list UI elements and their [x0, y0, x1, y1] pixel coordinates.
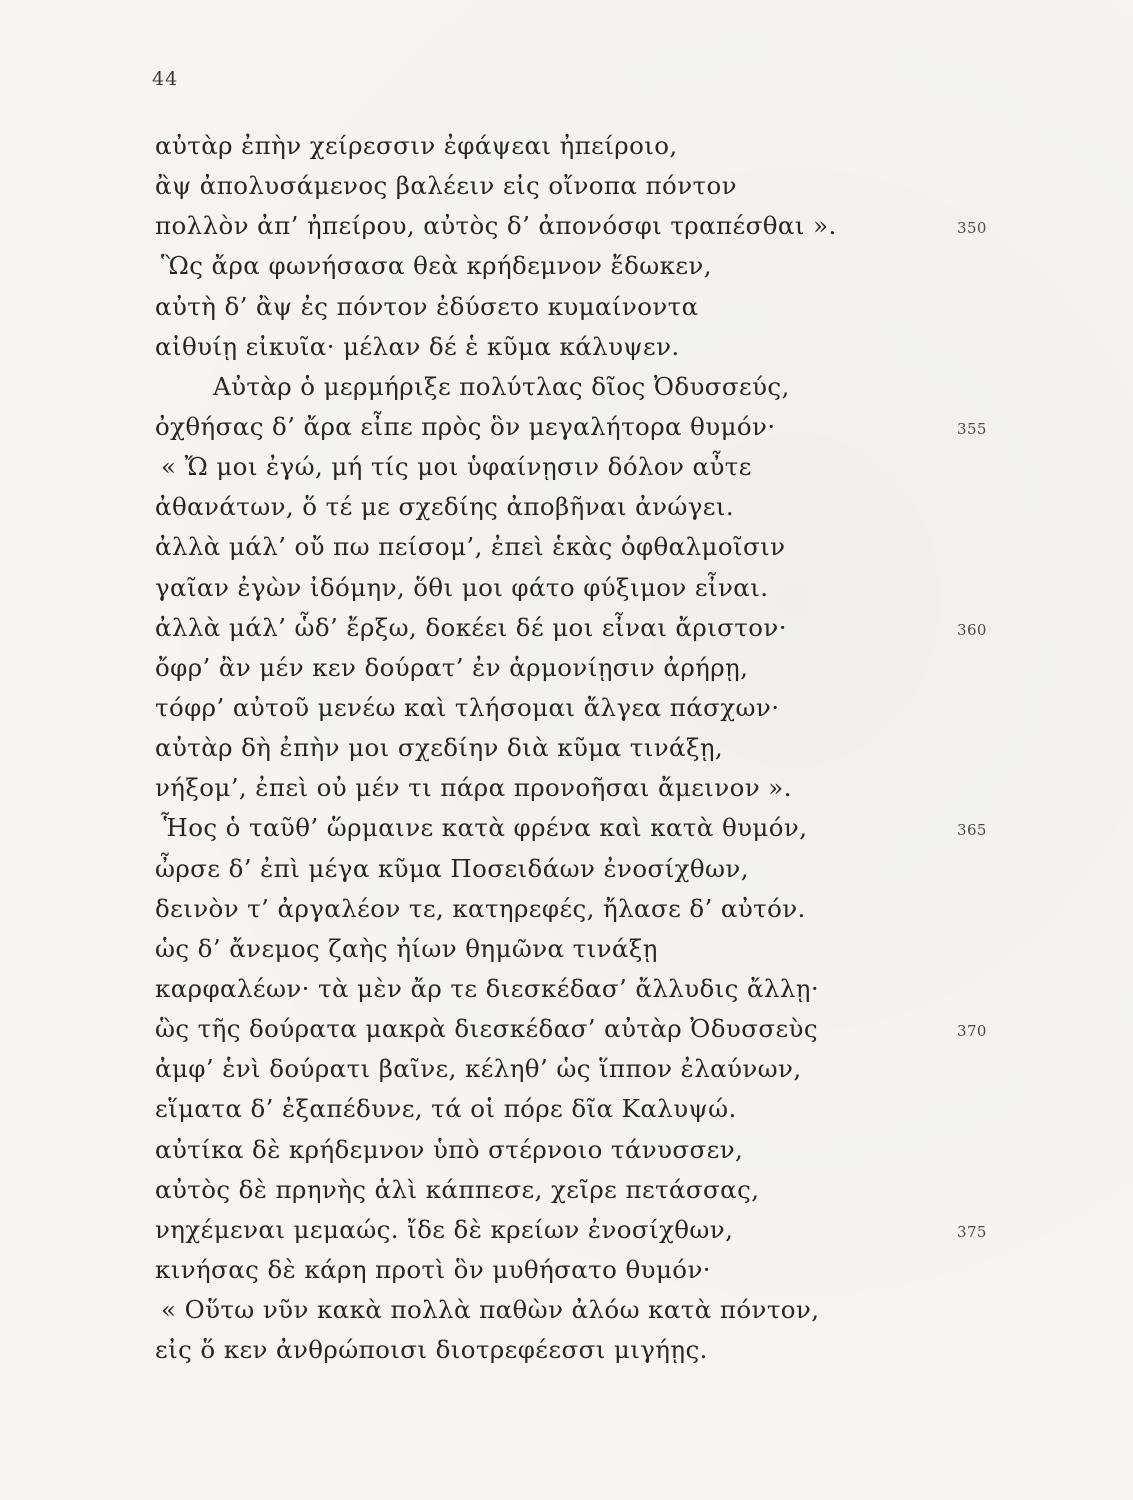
verse-line: [155, 648, 985, 688]
page-number: 44: [152, 68, 179, 90]
verse-text: ὦρσε δ’ ἐπὶ μέγα κῦμα Ποσειδάων ἐνοσίχθων,: [155, 853, 749, 883]
verse-text: Ἧος ὁ ταῦθ’ ὥρμαινε κατὰ φρένα καὶ κατὰ θυμόν,: [161, 813, 808, 843]
verse-text: νήξομ’, ἐπεὶ οὐ μέν τι πάρα προνοῆσαι ἄμεινον ».: [155, 773, 792, 803]
verse-text: κινήσας δὲ κάρη προτὶ ὃν μυθήσατο θυμόν·: [155, 1254, 711, 1284]
line-number: 370: [957, 1022, 987, 1041]
verse-line: [155, 407, 985, 447]
verse-line: [155, 688, 985, 728]
verse-text: ὄφρ’ ἂν μέν κεν δούρατ’ ἐν ἁρμονίῃσιν ἀρήρῃ,: [155, 652, 749, 682]
line-number: 365: [957, 821, 987, 840]
verse-line: [155, 246, 985, 286]
verse-text: αὐτὴ δ’ ἂψ ἐς πόντον ἐδύσετο κυμαίνοντα: [155, 291, 699, 321]
verse-text: εἰς ὅ κεν ἀνθρώποισι διοτρεφέεσσι μιγήῃς.: [155, 1335, 708, 1365]
verse-line: [155, 1009, 985, 1049]
verse-line: [155, 969, 985, 1009]
verse-line: [155, 1049, 985, 1089]
line-number: 375: [957, 1222, 987, 1241]
verse-text: ἂψ ἀπολυσάμενος βαλέειν εἰς οἴνοπα πόντον: [155, 171, 737, 201]
verse-text: Αὐτὰρ ὁ μερμήριξε πολύτλας δῖος Ὀδυσσεύς,: [213, 371, 790, 401]
verse-line: [155, 929, 985, 969]
line-number: 360: [957, 620, 987, 639]
verse-line: [155, 166, 985, 206]
verse-line: [155, 889, 985, 929]
verse-line: [155, 1089, 985, 1129]
verse-line: [155, 1330, 985, 1370]
verse-line: [155, 1130, 985, 1170]
verse-line: [155, 447, 985, 487]
verse-line: [155, 1170, 985, 1210]
verse-line: [155, 768, 985, 808]
verse-line: [155, 608, 985, 648]
verse-list: [155, 126, 985, 1370]
verse-text: γαῖαν ἐγὼν ἰδόμην, ὅθι μοι φάτο φύξιμον εἶναι.: [155, 572, 769, 602]
verse-text: αἰθυίῃ εἰκυῖα· μέλαν δέ ἑ κῦμα κάλυψεν.: [155, 331, 680, 361]
verse-text: αὐτὰρ δὴ ἐπὴν μοι σχεδίην διὰ κῦμα τινάξῃ,: [155, 733, 724, 763]
verse-text: « Ὤ μοι ἐγώ, μή τίς μοι ὑφαίνῃσιν δόλον αὖτε: [161, 452, 752, 482]
verse-line: [155, 327, 985, 367]
verse-text: ὡς δ’ ἄνεμος ζαὴς ἠίων θημῶνα τινάξῃ: [155, 933, 658, 963]
verse-line: [155, 849, 985, 889]
verse-line: [155, 1210, 985, 1250]
verse-text: αὐτὰρ ἐπὴν χείρεσσιν ἐφάψεαι ἠπείροιο,: [155, 131, 678, 160]
verse-line: [155, 728, 985, 768]
verse-line: [155, 126, 985, 166]
verse-text: ὣς τῆς δούρατα μακρὰ διεσκέδασ’ αὐτὰρ Ὀδυσσεὺς: [155, 1014, 818, 1044]
verse-line: [155, 527, 985, 567]
verse-text: « Οὕτω νῦν κακὰ πολλὰ παθὼν ἀλόω κατὰ πόντον,: [161, 1295, 820, 1325]
verse-line: [155, 808, 985, 848]
verse-text: ἀλλὰ μάλ’ ὧδ’ ἔρξω, δοκέει δέ μοι εἶναι ἄριστον·: [155, 612, 787, 642]
verse-line: [155, 367, 985, 407]
verse-text: ἀλλὰ μάλ’ οὔ πω πείσομ’, ἐπεὶ ἑκὰς ὀφθαλμοῖσιν: [155, 532, 786, 562]
verse-line: [155, 568, 985, 608]
verse-text: αὐτίκα δὲ κρήδεμνον ὑπὸ στέρνοιο τάνυσσεν,: [155, 1134, 744, 1164]
verse-text: ὀχθήσας δ’ ἄρα εἶπε πρὸς ὃν μεγαλήτορα θυμόν·: [155, 411, 776, 441]
verse-line: [155, 1250, 985, 1290]
verse-text: Ὣς ἄρα φωνήσασα θεὰ κρήδεμνον ἔδωκεν,: [161, 251, 712, 281]
verse-text: καρφαλέων· τὰ μὲν ἄρ τε διεσκέδασ’ ἄλλυδις ἄλλῃ·: [155, 973, 820, 1003]
verse-text: ἀθανάτων, ὅ τέ με σχεδίης ἀποβῆναι ἀνώγει.: [155, 492, 735, 522]
verse-line: [155, 287, 985, 327]
verse-text: νηχέμεναι μεμαώς. ἴδε δὲ κρείων ἐνοσίχθων,: [155, 1214, 734, 1244]
line-number: 355: [957, 419, 987, 438]
verse-line: [155, 1290, 985, 1330]
verse-line: [155, 206, 985, 246]
verse-text: δεινὸν τ’ ἀργαλέον τε, κατηρεφές, ἤλασε δ’ αὐτόν.: [155, 893, 806, 923]
verse-text: εἵματα δ’ ἐξαπέδυνε, τά οἱ πόρε δῖα Καλυψώ.: [155, 1094, 737, 1124]
verse-text: ἀμφ’ ἑνὶ δούρατι βαῖνε, κέληθ’ ὡς ἵππον ἐλαύνων,: [155, 1054, 802, 1084]
verse-text: πολλὸν ἀπ’ ἠπείρου, αὐτὸς δ’ ἀπονόσφι τραπέσθαι ».: [155, 211, 837, 241]
verse-text: τόφρ’ αὐτοῦ μενέω καὶ τλήσομαι ἄλγεα πάσχων·: [155, 692, 780, 722]
verse-line: [155, 487, 985, 527]
line-number: 350: [957, 219, 987, 238]
verse-text: αὐτὸς δὲ πρηνὴς ἁλὶ κάππεσε, χεῖρε πετάσσας,: [155, 1174, 760, 1204]
